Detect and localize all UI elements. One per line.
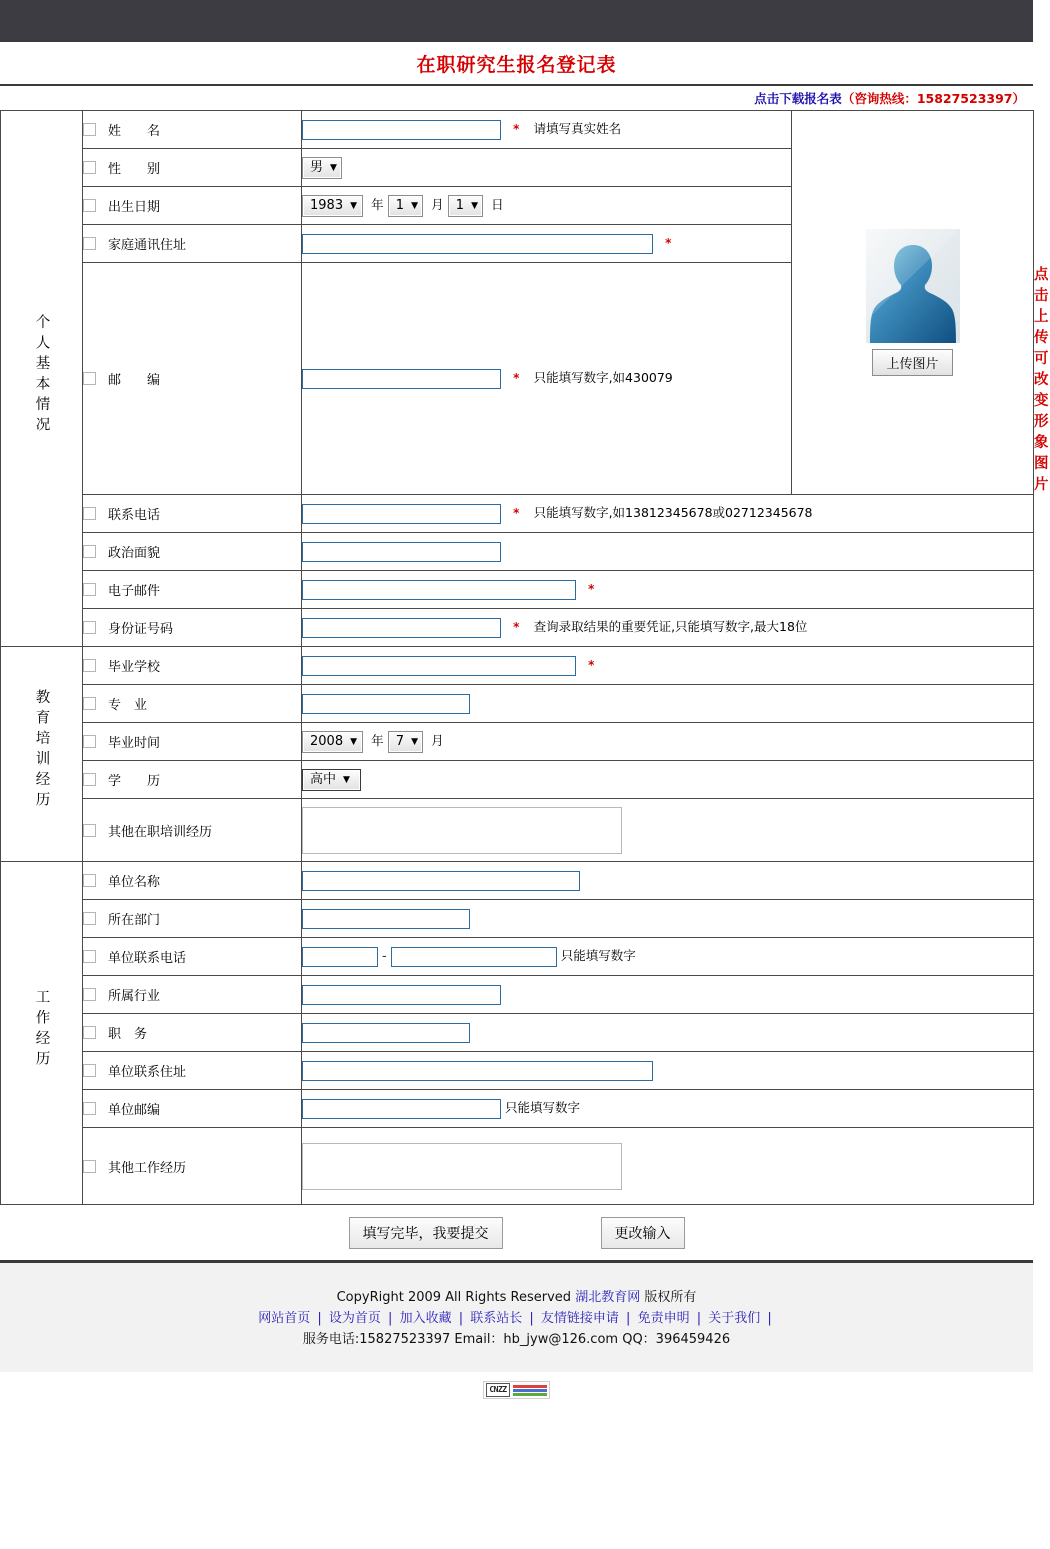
download-band: [0, 86, 1033, 110]
field-value-company-address: [302, 1052, 1034, 1090]
birth-day-value: 1: [455, 197, 465, 213]
field-value-degree: [302, 761, 1034, 799]
label-text: 学 历: [108, 774, 161, 789]
table-row: [1, 862, 1034, 900]
checkbox-icon[interactable]: [83, 1160, 96, 1173]
label-text: 出生日期: [108, 200, 161, 215]
required-marker: *: [513, 620, 520, 635]
required-marker: *: [513, 506, 520, 521]
chevron-down-icon: ▼: [330, 162, 337, 173]
field-label-name: [83, 111, 302, 149]
field-label-gender: [83, 149, 302, 187]
company-phone-hint: 只能填写数字: [560, 948, 636, 964]
required-marker: *: [513, 371, 520, 386]
submit-button[interactable]: 填写完毕，我要提交: [349, 1217, 503, 1249]
name-input[interactable]: [302, 120, 501, 140]
table-row: [1, 1128, 1034, 1205]
field-label-degree: [83, 761, 302, 799]
footer-link-separator: |: [692, 1311, 706, 1326]
field-label-company: [83, 862, 302, 900]
label-text: 专 业: [108, 698, 148, 713]
field-label-major: [83, 685, 302, 723]
checkbox-icon[interactable]: [83, 912, 96, 925]
home-address-input[interactable]: [302, 234, 653, 254]
industry-input[interactable]: [302, 985, 501, 1005]
footer-link[interactable]: 设为首页: [328, 1311, 381, 1326]
footer-contact: 服务电话:15827523397 Email：hb_jyw@126.com QQ：396459426: [302, 1332, 731, 1347]
table-row: [1, 111, 1034, 149]
field-label-company-postcode: [83, 1090, 302, 1128]
footer-link-separator: |: [763, 1311, 772, 1326]
footer-links: [0, 1308, 1033, 1329]
section-label-personal: [1, 111, 83, 647]
page-footer: [0, 1263, 1033, 1372]
checkbox-icon[interactable]: [83, 583, 96, 596]
copyright-line: [0, 1287, 1033, 1308]
footer-link-separator: |: [454, 1311, 468, 1326]
field-value-postcode: [302, 263, 792, 495]
required-marker: *: [513, 122, 520, 137]
birth-year-unit: 年: [371, 197, 384, 212]
footer-link[interactable]: 友情链接申请: [540, 1311, 619, 1326]
field-value-company: [302, 862, 1034, 900]
label-text: 其他在职培训经历: [108, 824, 213, 840]
table-row: [1, 1052, 1034, 1090]
label-text: 政治面貌: [108, 546, 161, 561]
label-text: 邮 编: [108, 373, 161, 388]
company-postcode-hint: 只能填写数字: [505, 1100, 581, 1116]
grad-year-value: 2008: [310, 733, 344, 749]
company-phone-number-input[interactable]: [391, 947, 557, 967]
field-value-phone: [302, 495, 1034, 533]
chevron-down-icon: ▼: [411, 736, 418, 747]
checkbox-icon[interactable]: [83, 1026, 96, 1039]
email-input[interactable]: [302, 580, 576, 600]
section-label-work: [1, 862, 83, 1205]
label-text: 联系电话: [108, 508, 161, 523]
field-label-email: [83, 571, 302, 609]
field-value-school: [302, 647, 1034, 685]
label-text: 姓 名: [108, 124, 161, 139]
footer-link[interactable]: 网站首页: [258, 1311, 311, 1326]
cnzz-bars-icon: [513, 1385, 547, 1396]
chevron-down-icon: ▼: [343, 774, 350, 785]
checkbox-icon[interactable]: [83, 697, 96, 710]
required-marker: *: [588, 582, 595, 596]
label-text: 职 务: [108, 1027, 148, 1042]
registration-page: [0, 40, 1050, 1549]
company-address-input[interactable]: [302, 1061, 653, 1081]
chevron-down-icon: ▼: [350, 200, 358, 211]
chevron-down-icon: ▼: [471, 200, 478, 211]
table-row: [1, 761, 1034, 799]
field-label-position: [83, 1014, 302, 1052]
table-row: [1, 533, 1034, 571]
degree-select-value: 高中: [310, 771, 337, 787]
postcode-hint: 只能填写数字,如430079: [533, 370, 673, 386]
label-text: 单位联系电话: [108, 951, 187, 966]
checkbox-icon[interactable]: [83, 372, 96, 385]
section-label-work-text: 工作经历: [33, 988, 50, 1071]
birth-month-value: 1: [395, 197, 405, 213]
school-input[interactable]: [302, 656, 576, 676]
label-text: 单位名称: [108, 875, 161, 890]
table-row: [1, 938, 1034, 976]
cnzz-label: CNZZ: [486, 1383, 509, 1397]
degree-select[interactable]: [302, 769, 361, 791]
field-value-home-address: [302, 225, 792, 263]
field-label-school: [83, 647, 302, 685]
footer-link[interactable]: 关于我们: [708, 1311, 761, 1326]
grad-year-unit: 年: [371, 733, 384, 748]
field-value-name: [302, 111, 792, 149]
field-label-id-card: [83, 609, 302, 647]
chevron-down-icon: ▼: [411, 200, 418, 211]
field-value-position: [302, 1014, 1034, 1052]
company-name-input[interactable]: [302, 871, 580, 891]
table-row: 邮 编 * 只能填写数字,如430079 点击上传可改变形象图片: [1, 263, 1034, 495]
field-value-birth: [302, 187, 792, 225]
table-row: [1, 1014, 1034, 1052]
badge-band: [0, 1372, 1033, 1399]
phone-hint: 只能填写数字,如13812345678或02712345678: [533, 505, 813, 521]
table-row: [1, 799, 1034, 862]
checkbox-icon[interactable]: [83, 161, 96, 174]
field-label-phone: [83, 495, 302, 533]
table-row: [1, 1090, 1034, 1128]
label-text: 家庭通讯住址: [108, 238, 187, 253]
label-text: 毕业学校: [108, 660, 161, 675]
field-label-home-address: [83, 225, 302, 263]
gender-select[interactable]: [302, 157, 342, 179]
field-label-company-phone: [83, 938, 302, 976]
field-value-industry: [302, 976, 1034, 1014]
field-label-postcode: [83, 263, 302, 495]
checkbox-icon[interactable]: [83, 988, 96, 1001]
table-row: [1, 685, 1034, 723]
checkbox-icon[interactable]: [83, 1064, 96, 1077]
grad-year-select[interactable]: [302, 731, 363, 753]
birth-day-select[interactable]: [448, 195, 483, 217]
table-row: [1, 647, 1034, 685]
checkbox-icon[interactable]: [83, 545, 96, 558]
birth-month-unit: 月: [431, 197, 444, 212]
field-label-political: [83, 533, 302, 571]
checkbox-icon[interactable]: [83, 824, 96, 837]
checkbox-icon[interactable]: [83, 621, 96, 634]
avatar: [866, 229, 960, 343]
field-value-id-card: [302, 609, 1034, 647]
table-row: [1, 723, 1034, 761]
footer-link-separator: |: [383, 1311, 397, 1326]
birth-year-select[interactable]: [302, 195, 363, 217]
field-label-birth: [83, 187, 302, 225]
person-silhouette-icon: [866, 229, 960, 343]
grad-month-value: 7: [395, 733, 405, 749]
company-phone-areacode-input[interactable]: [302, 947, 378, 967]
label-text: 其他工作经历: [108, 1160, 187, 1176]
footer-link-separator: |: [525, 1311, 538, 1326]
checkbox-icon[interactable]: [83, 874, 96, 887]
table-row: [1, 900, 1034, 938]
browser-chrome-bar: [0, 0, 1033, 40]
name-hint: 请填写真实姓名: [533, 121, 622, 137]
birth-day-unit: 日: [491, 197, 504, 212]
birth-year-value: 1983: [310, 197, 344, 213]
label-text: 所在部门: [108, 913, 161, 928]
reset-button[interactable]: 更改输入: [601, 1217, 685, 1249]
field-value-other-training: [302, 799, 1034, 862]
photo-cell: [792, 111, 1034, 495]
political-status-input[interactable]: [302, 542, 501, 562]
cnzz-bar: [513, 1389, 547, 1392]
id-card-input[interactable]: [302, 618, 501, 638]
table-row: [1, 609, 1034, 647]
checkbox-icon[interactable]: [83, 123, 96, 136]
checkbox-icon[interactable]: [83, 1102, 96, 1115]
required-marker: *: [665, 236, 672, 250]
other-training-textarea[interactable]: [302, 807, 622, 854]
label-text: 身份证号码: [108, 622, 174, 637]
checkbox-icon[interactable]: [83, 199, 96, 212]
birth-month-select[interactable]: [388, 195, 423, 217]
table-row: [1, 976, 1034, 1014]
field-label-other-training: [83, 799, 302, 862]
section-label-education: [1, 647, 83, 862]
company-postcode-input[interactable]: [302, 1099, 501, 1119]
section-label-education-text: 教育培训经历: [33, 689, 50, 812]
grad-month-unit: 月: [431, 733, 444, 748]
other-work-textarea[interactable]: [302, 1143, 622, 1190]
upload-photo-button[interactable]: 上传图片: [872, 349, 952, 376]
checkbox-icon[interactable]: [83, 950, 96, 963]
grad-month-select[interactable]: [388, 731, 423, 753]
field-label-department: [83, 900, 302, 938]
checkbox-icon[interactable]: [83, 735, 96, 748]
footer-link[interactable]: 加入收藏: [399, 1311, 452, 1326]
major-input[interactable]: [302, 694, 470, 714]
page-tail-space: [0, 1399, 1033, 1549]
table-row: [1, 571, 1034, 609]
field-label-industry: [83, 976, 302, 1014]
cnzz-bar: [513, 1393, 547, 1396]
field-value-gender: [302, 149, 792, 187]
footer-link-separator: |: [313, 1311, 326, 1326]
cnzz-bar: [513, 1385, 547, 1388]
label-text: 性 别: [108, 162, 161, 177]
label-text: 电子邮件: [108, 584, 161, 599]
page-title: 在职研究生报名登记表: [416, 53, 617, 76]
hotline-text: （咨询热线：15827523397）: [841, 91, 1025, 106]
footer-link[interactable]: 免责申明: [637, 1311, 690, 1326]
table-row: [1, 495, 1034, 533]
label-text: 所属行业: [108, 989, 161, 1004]
field-value-other-work: [302, 1128, 1034, 1205]
cnzz-stats-badge[interactable]: [483, 1381, 549, 1399]
checkbox-icon[interactable]: [83, 507, 96, 520]
field-label-grad-time: [83, 723, 302, 761]
field-value-political: [302, 533, 1034, 571]
field-value-company-phone: [302, 938, 1034, 976]
registration-table: [0, 110, 1050, 1205]
footer-link[interactable]: 联系站长: [470, 1311, 523, 1326]
label-text: 毕业时间: [108, 736, 161, 751]
submit-band: [0, 1205, 1033, 1263]
phone-separator: -: [382, 949, 387, 965]
field-value-email: [302, 571, 1034, 609]
copyright-post: 版权所有: [644, 1290, 697, 1305]
chevron-down-icon: ▼: [350, 736, 358, 747]
position-input[interactable]: [302, 1023, 470, 1043]
label-text: 单位邮编: [108, 1103, 161, 1118]
field-value-grad-time: [302, 723, 1034, 761]
department-input[interactable]: [302, 909, 470, 929]
field-label-other-work: [83, 1128, 302, 1205]
gender-select-value: 男: [310, 159, 324, 175]
form-title-band: [0, 40, 1033, 86]
footer-link-separator: |: [621, 1311, 635, 1326]
site-name-link[interactable]: 湖北教育网: [575, 1290, 641, 1305]
field-value-department: [302, 900, 1034, 938]
phone-input[interactable]: [302, 504, 501, 524]
download-form-link[interactable]: 点击下载报名表: [754, 91, 842, 106]
label-text: 单位联系住址: [108, 1065, 187, 1080]
field-label-company-address: [83, 1052, 302, 1090]
checkbox-icon[interactable]: [83, 773, 96, 786]
postcode-input[interactable]: [302, 369, 501, 389]
required-marker: *: [588, 658, 595, 672]
checkbox-icon[interactable]: [83, 659, 96, 672]
field-value-company-postcode: [302, 1090, 1034, 1128]
id-card-hint: 查询录取结果的重要凭证,只能填写数字,最大18位: [533, 619, 808, 635]
field-value-major: [302, 685, 1034, 723]
copyright-pre: CopyRight 2009 All Rights Reserved: [336, 1290, 572, 1305]
checkbox-icon[interactable]: [83, 237, 96, 250]
section-label-personal-text: 个人基本情况: [33, 313, 50, 437]
